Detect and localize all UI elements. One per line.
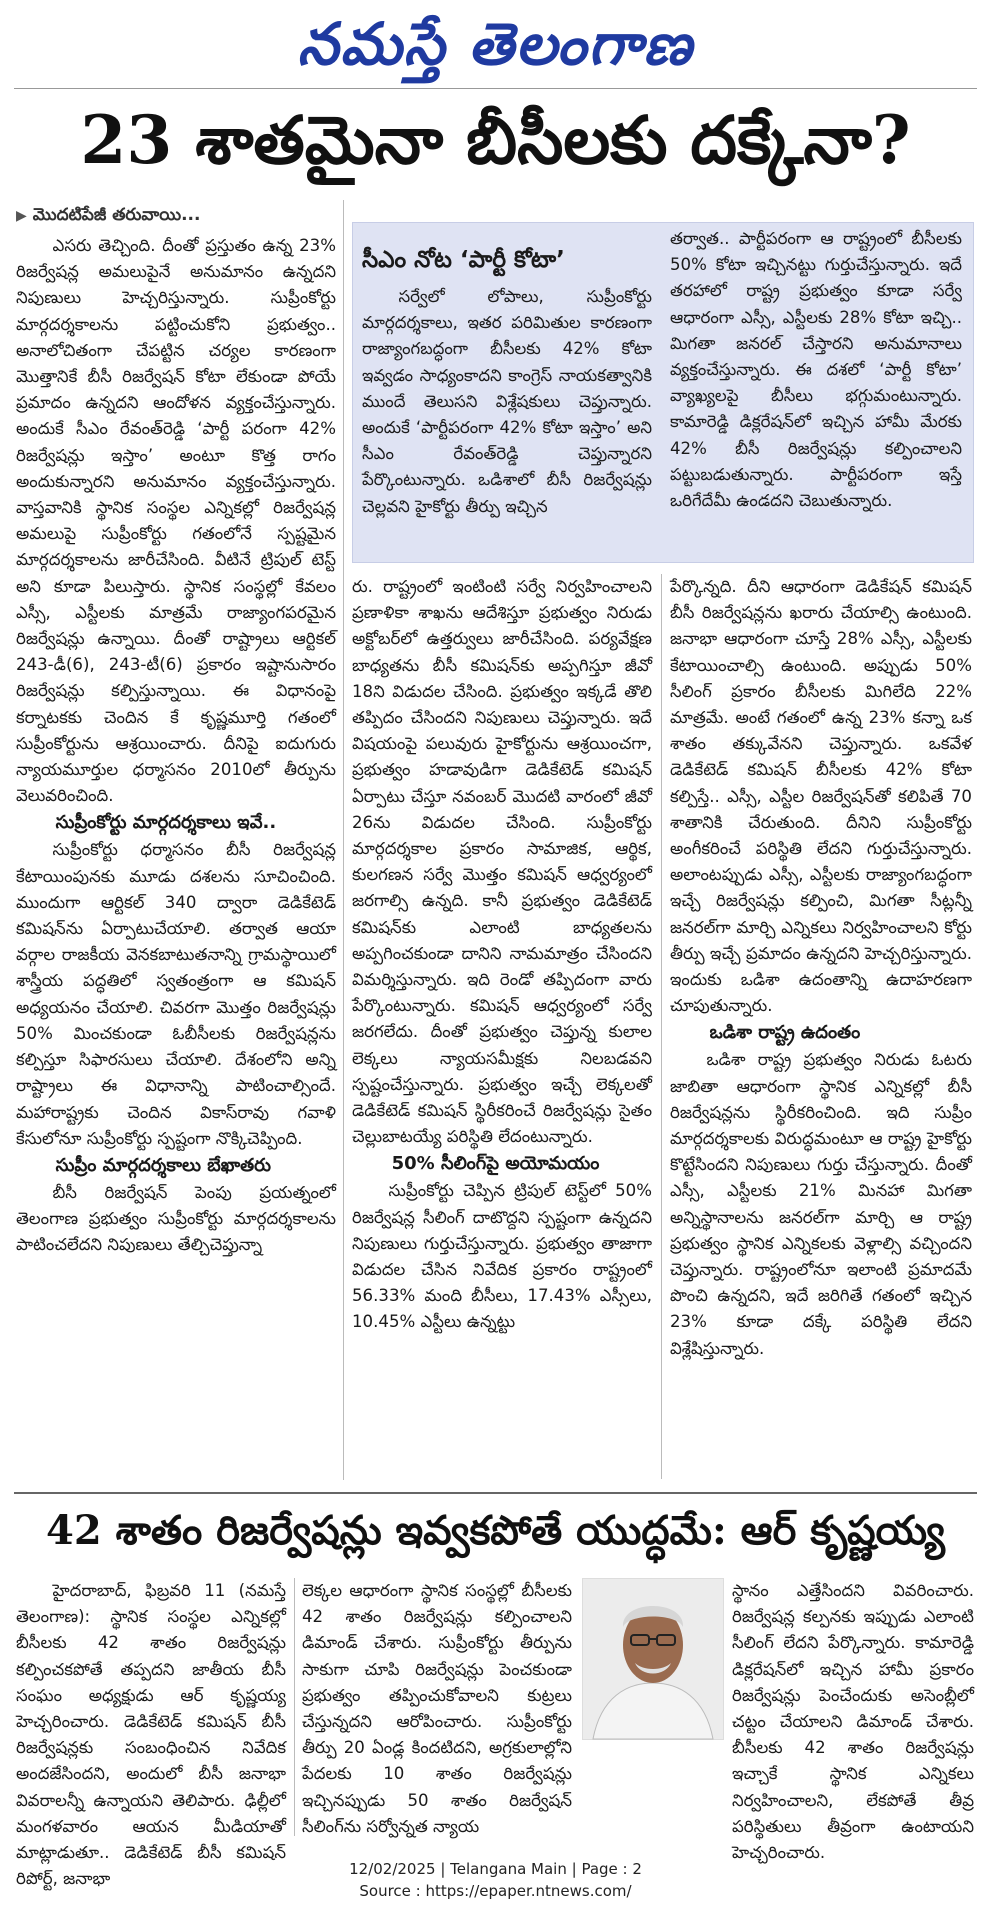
box-title: సీఎం నోట ‘పార్టీ కోటా’ — [362, 247, 565, 273]
masthead-divider — [14, 88, 977, 89]
story2-column-1 — [16, 1578, 286, 1889]
krishnaiah-photo — [582, 1578, 724, 1740]
footer-source-line: Source : https://epaper.ntnews.com/ — [359, 1882, 632, 1900]
column2-paragraph-2: సుప్రీంకోర్టు చెప్పిన ట్రిపుల్ టెస్ట్‌లో 50% రిజర్వేషన్ల సీలింగ్ దాటొద్దని స్పష్టంగా ఉన్నదని నిపుణులు గుర్తుచేస్తున్నారు. ప్రభుత్వం తాజాగా విడుదల చేసిన నివేదిక ప్రకారం రాష్ట్రంలో 56.33% మంది బీసీలు, 17.43% ఎస్సీలు, 10.45% ఎస్టీలు ఉన్నట్టు — [352, 1181, 652, 1332]
column2-subhead-1: 50% సీలింగ్‌పై అయోమయం — [391, 1153, 600, 1175]
column3-paragraph-1: పేర్కొన్నది. దీని ఆధారంగా డెడికేషన్ కమిషన్ బీసీ రిజర్వేషన్లను ఖరారు చేయాల్సి ఉంటుంది. జనాభా ఆధారంగా చూస్తే 28% ఎస్సీ, ఎస్టీలకు కేటాయించాల్సి ఉంటుంది. అప్పుడు 50% సీలింగ్ ప్రకారం బీసీలకు మిగిలేది 22% మాత్రమే. అంటే గతంలో ఉన్న 23% కన్నా ఒక శాతం తక్కువేనని చెప్తున్నారు. ఒకవేళ డెడికేటెడ్ కమిషన్ బీసీలకు 42% కోటా కల్పిస్తే.. ఎస్సీ, ఎస్టీల రిజర్వేషన్‌తో కలిపితే 70 శాతానికి చేరుతుంది. దీనిని సుప్రీంకోర్టు అంగీకరించే పరిస్థితి లేదని గుర్తుచేస్తున్నారు. అలాంటప్పుడు ఎస్సీ, ఎస్టీలకు రాజ్యాంగబద్ధంగా ఇచ్చే రిజర్వేషన్లు కల్పించి, మిగతా సీట్లన్నీ జనరల్‌గా మార్చి ఎన్నికలు నిర్వహించాలని కోర్టు తీర్పు ఇచ్చే ప్రమాదం ఉన్నదని హెచ్చరిస్తున్నారు. ఇందుకు ఒడిశా ఉదంతాన్ని ఉదాహరణగా చూపుతున్నారు. — [670, 577, 972, 1016]
column3-subhead-1: ఒడిశా రాష్ట్ర ఉదంతం — [709, 1022, 861, 1044]
column1-paragraph-3: బీసీ రిజర్వేషన్ పెంపు ప్రయత్నంలో తెలంగాణ ప్రభుత్వం సుప్రీంకోర్టు మార్గదర్శకాలను పాటించలేదని నిపుణులు తేల్చిచెప్తున్నా — [16, 1182, 336, 1255]
column1-subhead-2: సుప్రీం మార్గదర్శకాలు బేఖాతరు — [55, 1154, 271, 1176]
masthead-title: నమస్తే తెలంగాణ — [297, 10, 694, 78]
column1-paragraph-2: సుప్రీంకోర్టు ధర్మాసనం బీసీ రిజర్వేషన్ల కేటాయింపునకు మూడు దశలను సూచించింది. ముందుగా ఆర్టికల్ 340 ద్వారా డెడికేటెడ్ కమిషన్‌ను ఏర్పాటుచేయాలి. తర్వాత ఆయా వర్గాల రాజకీయ వెనకబాటుతనాన్ని గ్రామస్థాయిలో శాస్త్రీయ పద్ధతిలో స్వతంత్రంగా ఆ కమిషన్ అధ్యయనం చేయాలి. చివరగా మొత్తం రిజర్వేషన్లు 50% మించకుండా ఓబీసీలకు రిజర్వేషన్లను కల్పిస్తూ సిఫారసులు చేయాలి. దేశంలోని అన్ని రాష్ట్రాలు ఈ విధానాన్ని పాటించాల్సిందే. మహారాష్ట్రకు చెందిన వికాస్‌రావు గవాళి కేసులోనూ సుప్రీంకోర్టు స్పష్టంగా నొక్కిచెప్పింది. — [16, 840, 336, 1148]
main-headline: 23 శాతమైనా బీసీలకు దక్కేనా? — [80, 101, 911, 179]
story2-column-3 — [732, 1578, 974, 1863]
box-column-1 — [362, 284, 652, 554]
column1-subhead-1: సుప్రీంకోర్టు మార్గదర్శకాలు ఇవే.. — [55, 812, 277, 834]
portrait-image — [583, 1579, 723, 1739]
column-divider-1 — [343, 200, 344, 1480]
story2-column-2 — [302, 1578, 572, 1838]
story2-paragraph-1: హైదరాబాద్, ఫిబ్రవరి 11 (నమస్తే తెలంగాణ): స్థానిక సంస్థల ఎన్నికల్లో బీసీలకు 42 శాతం రిజర్వేషన్లు కల్పించకపోతే తప్పదని జాతీయ బీసీ సంఘం అధ్యక్షుడు ఆర్ కృష్ణయ్య హెచ్చరించారు. డెడికేటెడ్ కమిషన్ బీసీ రిజర్వేషన్లకు సంబంధించిన నివేదిక అందజేసిందని, అందులో బీసీ జనాభా వివరాలన్నీ ఉన్నాయని తెలిపారు. ఢిల్లీలో మంగళవారం ఆయన మీడియాతో మాట్లాడుతూ.. డెడికేటెడ్ బీసీ కమిషన్ రిపోర్ట్, జనాభా — [16, 1581, 286, 1889]
story2-headline: 42 శాతం రిజర్వేషన్లు ఇవ్వకపోతే యుద్ధమే: ఆర్ కృష్ణయ్య — [46, 1507, 945, 1554]
article-column-2 — [352, 574, 652, 1489]
column1-paragraph-1: ఎసరు తెచ్చింది. దీంతో ప్రస్తుతం ఉన్న 23% రిజర్వేషన్ల అమలుపైనే అనుమానం ఉన్నదని నిపుణులు హెచ్చరిస్తున్నారు. సుప్రీంకోర్టు మార్గదర్శకాలను పట్టించుకోని ప్రభుత్వం.. అనాలోచితంగా చేపట్టిన చర్యల కారణంగా మొత్తానికే బీసీ రిజర్వేషన్ కోటా లేకుండా పోయే ప్రమాదం ఉన్నదని ఆందోళన వ్యక్తంచేస్తున్నారు. అందుకే సీఎం రేవంత్‌రెడ్డి ‘పార్టీ పరంగా 42% రిజర్వేషన్లు ఇస్తాం’ అంటూ కొత్త రాగం అందుకున్నారని అనుమానం వ్యక్తంచేస్తున్నారు. వాస్తవానికి స్థానిక సంస్థల ఎన్నికల్లో రిజర్వేషన్ల అమలుపై సుప్రీంకోర్టు గతంలోనే స్పష్టమైన మార్గదర్శకాలను జారీచేసింది. వీటినే ట్రిపుల్ టెస్ట్ అని కూడా పిలుస్తారు. స్థానిక సంస్థల్లో కేవలం ఎస్సీ, ఎస్టీలకు మాత్రమే రాజ్యాంగపరమైన రిజర్వేషన్లు ఉన్నాయి. దీంతో రాష్ట్రాలు ఆర్టికల్ 243-డీ(6), 243-టీ(6) ప్రకారం ఇష్టానుసారం రిజర్వేషన్లు కల్పిస్తున్నాయి. ఈ విధానంపై కర్నాటకకు చెందిన కే కృష్ణమూర్తి గతంలో సుప్రీంకోర్టును ఆశ్రయించారు. దీనిపై ఐదుగురు న్యాయమూర్తుల ధర్మాసనం 2010లో తీర్పును వెలువరించింది. — [16, 236, 336, 806]
column2-paragraph-1: రు. రాష్ట్రంలో ఇంటింటి సర్వే నిర్వహించాలని ప్రణాళికా శాఖను ఆదేశిస్తూ ప్రభుత్వం నిరుడు అక్టోబర్‌లో ఉత్తర్వులు జారీచేసింది. పర్యవేక్షణ బాధ్యతను బీసీ కమిషన్‌కు అప్పగిస్తూ జీవో 18ని విడుదల చేసింది. ప్రభుత్వం ఇక్కడే తొలి తప్పిదం చేసిందని నిపుణులు చెప్తున్నారు. ఇదే విషయంపై పలువురు హైకోర్టును ఆశ్రయించగా, ప్రభుత్వం హడావుడిగా డెడికేటెడ్ కమిషన్ ఏర్పాటు చేస్తూ నవంబర్ మొదటి వారంలో జీవో 26ను విడుదల చేసింది. సుప్రీంకోర్టు మార్గదర్శకాల ప్రకారం సామాజిక, ఆర్థిక, కులగణన సర్వే మొత్తం కమిషన్ ఆధ్వర్యంలో జరగాల్సి ఉన్నది. కానీ ప్రభుత్వం డెడికేటెడ్ కమిషన్‌కు ఎలాంటి బాధ్యతలను అప్పగించకుండా దానిని నామమాత్రం చేసిందని విమర్శిస్తున్నారు. ఇది రెండో తప్పిదంగా వారు పేర్కొంటున్నారు. కమిషన్ ఆధ్వర్యంలో సర్వే జరగలేదు. దీంతో ప్రభుత్వం చెప్తున్న కులాల లెక్కలు న్యాయసమీక్షకు నిలబడవని స్పష్టంచేస్తున్నారు. ప్రభుత్వం ఇచ్చే లెక్కలతో డెడికేటెడ్ కమిషన్ స్థిరీకరించే రిజర్వేషన్లు సైతం చెల్లుబాటయ్యే పరిస్థితి లేదంటున్నారు. — [352, 577, 652, 1147]
footer-date-line: 12/02/2025 | Telangana Main | Page : 2 — [349, 1860, 642, 1878]
box-paragraph-2: తర్వాత.. పార్టీపరంగా ఆ రాష్ట్రంలో బీసీలకు 50% కోటా ఇచ్చినట్టు గుర్తుచేస్తున్నారు. ఇదే తరహాలో రాష్ట్ర ప్రభుత్వం కూడా సర్వే ఆధారంగా ఎస్సీ, ఎస్టీలకు 28% కోటా ఇచ్చి.. మిగతా జనరల్ చేస్తారని అనుమానాలు వ్యక్తంచేస్తున్నారు. ఈ దశలో ‘పార్టీ కోటా’ వ్యాఖ్యలపై బీసీలు భగ్గుమంటున్నారు. కామారెడ్డి డిక్లరేషన్‌లో ఇచ్చిన హామీ మేరకు 42% బీసీ రిజర్వేషన్లు కల్పించాలని పట్టుబడుతున్నారు. పార్టీపరంగా ఇస్తే ఒరిగేదేమీ ఉండదని చెబుతున్నారు. — [670, 229, 962, 511]
footer — [0, 1858, 991, 1902]
arrow-right-icon: ▶ — [16, 208, 27, 224]
masthead — [0, 0, 991, 84]
article-column-1 — [16, 202, 336, 1492]
box-paragraph-1: సర్వేలో లోపాలు, సుప్రీంకోర్టు మార్గదర్శకాలు, ఇతర పరిమితుల కారణంగా రాజ్యాంగబద్ధంగా బీసీలకు 42% కోటా ఇవ్వడం సాధ్యంకాదని కాంగ్రెస్ నాయకత్వానికి ముందే తెలుసని విశ్లేషకులు చెప్తున్నారు. అందుకే ‘పార్టీపరంగా 42% కోటా ఇస్తాం’ అని సీఎం రేవంత్‌రెడ్డి చెప్తున్నారని పేర్కొంటున్నారు. ఒడిశాలో బీసీ రిజర్వేషన్లు చెల్లవని హైకోర్టు తీర్పు ఇచ్చిన — [362, 287, 652, 516]
story-divider — [14, 1492, 977, 1494]
column-divider-2 — [661, 574, 662, 1479]
continued-label: ▶ మొదటిపేజీ తరువాయి... — [16, 205, 201, 225]
story2-paragraph-3: స్థానం ఎత్తేసిందని వివరించారు. రిజర్వేషన్ల కల్పనకు ఇప్పుడు ఎలాంటి సీలింగ్ లేదని పేర్కొన్నారు. కామారెడ్డి డిక్లరేషన్‌లో ఇచ్చిన హామీ ప్రకారం రిజర్వేషన్లు పెంచేందుకు అసెంబ్లీలో చట్టం చేయాలని డిమాండ్ చేశారు. బీసీలకు 42 శాతం రిజర్వేషన్లు ఇచ్చాకే స్థానిక ఎన్నికలు నిర్వహించాలని, లేకపోతే తీవ్ర పరిస్థితులు తీవ్రంగా ఉంటాయని హెచ్చరించారు. — [732, 1581, 974, 1863]
column3-paragraph-2: ఒడిశా రాష్ట్ర ప్రభుత్వం నిరుడు ఓటరు జాబితా ఆధారంగా స్థానిక ఎన్నికల్లో బీసీ రిజర్వేషన్లను స్థిరీకరించింది. ఇది సుప్రీం మార్గదర్శకాలకు విరుద్ధమంటూ ఆ రాష్ట్ర హైకోర్టు కొట్టేసిందని నిపుణులు గుర్తు చేస్తున్నారు. దీంతో ఎస్సీ, ఎస్టీలకు 21% మినహా మిగతా అన్నిస్థానాలను జనరల్‌గా మార్చి ఆ రాష్ట్ర ప్రభుత్వం స్థానిక ఎన్నికలకు వెళ్లాల్సి వచ్చిందని చెప్తున్నారు. రాష్ట్రంలోనూ ఇలాంటి ప్రమాదమే పొంచి ఉన్నదని, ఇదే జరిగితే గతంలో ఇచ్చిన 23% కూడా దక్కే పరిస్థితి లేదని విశ్లేషిస్తున్నారు. — [670, 1050, 972, 1358]
story2-paragraph-2: లెక్కల ఆధారంగా స్థానిక సంస్థల్లో బీసీలకు 42 శాతం రిజర్వేషన్లు కల్పించాలని డిమాండ్ చేశారు. సుప్రీంకోర్టు తీర్పును సాకుగా చూపి రిజర్వేషన్లు పెంచకుండా ప్రభుత్వం తప్పించుకోవాలని కుట్రలు చేస్తున్నదని ఆరోపించారు. సుప్రీంకోర్టు తీర్పు 20 ఏండ్ల కిందటిదని, అగ్రకులాల్లోని పేదలకు 10 శాతం రిజర్వేషన్లు ఇచ్చినప్పుడు 50 శాతం రిజర్వేషన్ సీలింగ్‌ను సర్వోన్నత న్యాయ — [302, 1581, 572, 1836]
story2-divider-1 — [294, 1578, 295, 1836]
box-column-2 — [670, 226, 962, 556]
article-column-3 — [670, 574, 972, 1489]
